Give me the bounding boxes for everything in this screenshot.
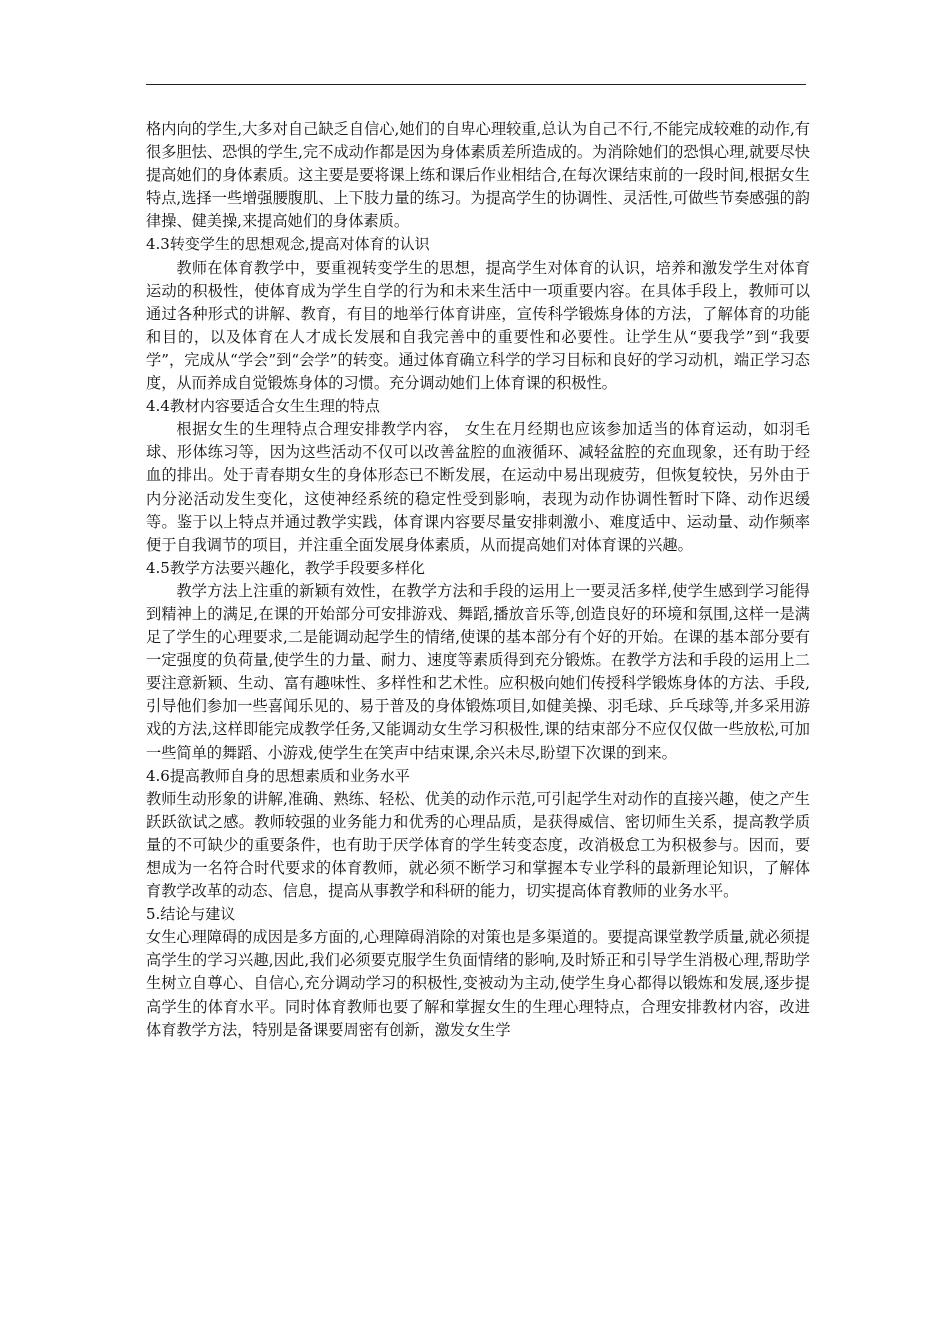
header-rule (146, 84, 806, 85)
body-paragraph: 教师在体育教学中，要重视转变学生的思想，提高学生对体育的认识，培养和激发学生对体育运动的积极性，使体育成为学生自学的行为和未来生活中一项重要内容。在具体手段上，教师可以通过各种形式的讲解、教育，有目的地举行体育讲座，宣传科学锻炼身体的方法，了解体育的功能和目的，以及体育在人才成长发展和自我完善中的重要性和必要性。让学生从“要我学”到“我要学”，完成从“学会”到“会学”的转变。通过体育确立科学的学习目标和良好的学习动机，端正学习态度，从而养成自觉锻炼身体的习惯。充分调动她们上体育课的积极性。 (146, 258, 810, 393)
section-heading: 4.5教学方法要兴趣化，教学手段要多样化 (146, 558, 425, 577)
section-heading: 4.4教材内容要适合女生生理的特点 (146, 397, 380, 416)
section-heading: 4.6提高教师自身的思想素质和业务水平 (146, 766, 410, 785)
body-paragraph: 教学方法上注重的新颖有效性，在教学方法和手段的运用上一要灵活多样,使学生感到学习能得到精神上的满足,在课的开始部分可安排游戏、舞蹈,播放音乐等,创造良好的环境和氛围,这样一是满足了学生的心理要求,二是能调动起学生的情绪,使课的基本部分有个好的开始。在课的基本部分要有一定强度的负荷量,使学生的力量、耐力、速度等素质得到充分锻炼。在教学方法和手段的运用上二要注意新颖、生动、富有趣味性、多样性和艺术性。应积极向她们传授科学锻炼身体的方法、手段,引导他们参加一些喜闻乐见的、易于普及的身体锻炼项目,如健美操、羽毛球、乒乓球等,并多采用游戏的方法,这样即能完成教学任务,又能调动女生学习积极性,课的结束部分不应仅仅做一些放松,可加一些简单的舞蹈、小游戏,使学生在笑声中结束课,余兴未尽,盼望下次课的到来。 (146, 581, 810, 762)
document-body (146, 118, 810, 1042)
body-paragraph: 教师生动形象的讲解,准确、熟练、轻松、优美的动作示范,可引起学生对动作的直接兴趣，使之产生跃跃欲试之感。教师较强的业务能力和优秀的心理品质，是获得威信、密切师生关系，提高教学质量的不可缺少的重要条件，也有助于厌学体育的学生转变态度，改消极怠工为积极参与。因而，要想成为一名符合时代要求的体育教师，就必须不断学习和掌握本专业学科的最新理论知识，了解体育教学改革的动态、信息，提高从事教学和科研的能力，切实提高体育教师的业务水平。 (146, 789, 810, 901)
body-paragraph: 格内向的学生,大多对自己缺乏自信心,她们的自卑心理较重,总认为自己不行,不能完成较难的动作,有很多胆怯、恐惧的学生,完不成动作都是因为身体素质差所造成的。为消除她们的恐惧心理,就要尽快提高她们的身体素质。这主要是要将课上练和课后作业相结合,在每次课结束前的一段时间,根据女生特点,选择一些增强腰腹肌、上下肢力量的练习。为提高学生的协调性、灵活性,可做些节奏感强的韵律操、健美操,来提高她们的身体素质。 (146, 120, 810, 231)
section-heading: 5.结论与建议 (146, 905, 236, 924)
section-heading: 4.3转变学生的思想观念,提高对体育的认识 (146, 235, 430, 254)
body-paragraph: 根据女生的生理特点合理安排教学内容， 女生在月经期也应该参加适当的体育运动，如羽毛球、形体练习等，因为这些活动不仅可以改善盆腔的血液循环、减轻盆腔的充血现象，还有助于经血的排出。处于青春期女生的身体形态已不断发展，在运动中易出现疲劳，但恢复较快，另外由于内分泌活动发生变化，这使神经系统的稳定性受到影响，表现为动作协调性暂时下降、动作迟缓等。鉴于以上特点并通过教学实践，体育课内容要尽量安排刺激小、难度适中、运动量、动作频率便于自我调节的项目，并注重全面发展身体素质，从而提高她们对体育课的兴趣。 (146, 420, 810, 554)
body-paragraph: 女生心理障碍的成因是多方面的,心理障碍消除的对策也是多渠道的。要提高课堂教学质量,就必须提高学生的学习兴趣,因此,我们必须要克服学生负面情绪的影响,及时矫正和引导学生消极心理,帮助学生树立自尊心、自信心,充分调动学习的积极性,变被动为主动,使学生身心都得以锻炼和发展,逐步提高学生的体育水平。同时体育教师也要了解和掌握女生的生理心理特点，合理安排教材内容，改进体育教学方法，特别是备课要周密有创新，激发女生学 (146, 928, 810, 1039)
